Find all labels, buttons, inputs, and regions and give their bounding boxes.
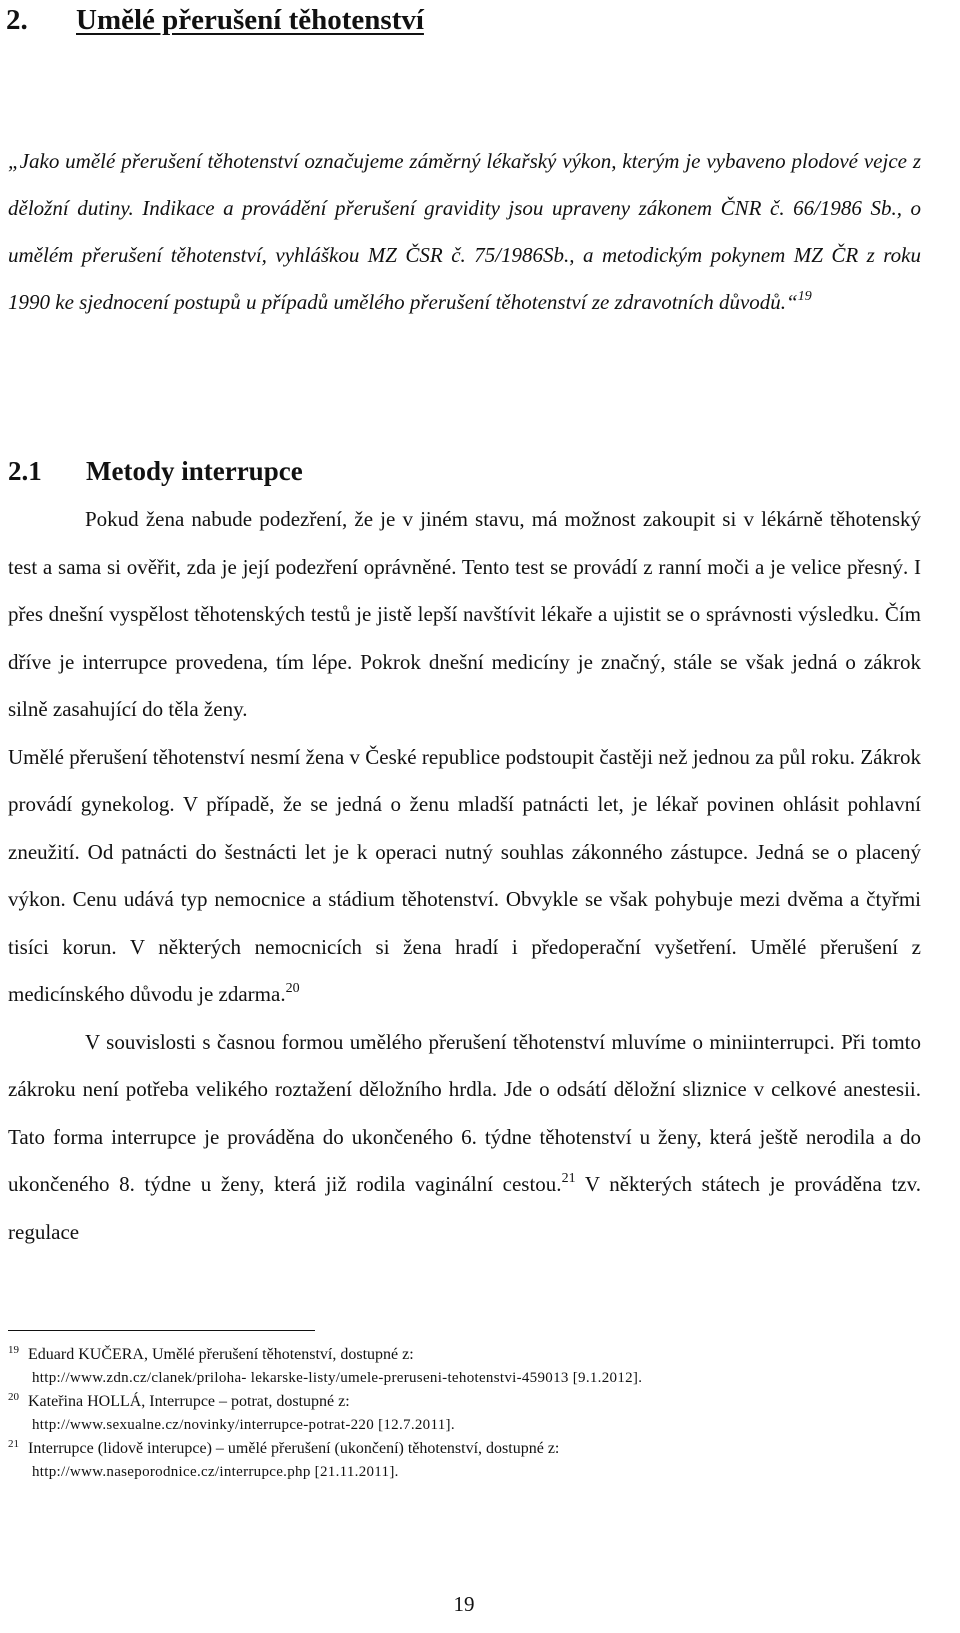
paragraph-3-text-a: V souvislosti s časnou formou umělého přerušení těhotenství mluvíme o miniinterrupci. Při tomto zákroku není potřeba velikého roztažení děložního hrdla. Jde o odsátí děložní sliznice v celkové anestesii. Tato forma interrupce je prováděna do ukončeného 6. týdne těhotenství u ženy, která ještě nerodila a do ukončeného 8. týdne u ženy, která již rodila vaginální cestou. — [8, 1029, 921, 1196]
footnote-separator — [8, 1330, 315, 1331]
quote-footnote-ref: 19 — [797, 289, 812, 304]
footnote-19 — [8, 1343, 921, 1390]
paragraph-3-footnote-ref: 21 — [561, 1171, 576, 1186]
footnote-20 — [8, 1390, 921, 1437]
paragraph-1: Pokud žena nabude podezření, že je v jiném stavu, má možnost zakoupit si v lékárně těhotenský test a sama si ověřit, zda je její podezření oprávněné. Tento test se provádí z ranní moči a je velice přesný. I přes dnešní vyspělost těhotenských testů je jistě lepší navštívit lékaře a ujistit se o správnosti výsledku. Čím dříve je interrupce provedena, tím lépe. Pokrok dnešní medicíny je značný, stále se však jedná o zákrok silně zasahující do těla ženy. — [8, 507, 921, 721]
footnotes — [8, 1343, 921, 1484]
paragraph-2 — [8, 734, 921, 1019]
chapter-number: 2. — [6, 4, 28, 36]
section-number: 2.1 — [8, 456, 42, 486]
paragraph-3 — [8, 1019, 921, 1257]
footnote-link[interactable]: http://www.zdn.cz/clanek/priloha- lekarske-listy/umele-preruseni-tehotenstvi-459013 [9.1.2012]. — [32, 1369, 643, 1386]
footnote-text: Eduard KUČERA, Umělé přerušení těhotenství, dostupné z: — [28, 1346, 414, 1363]
footnote-21 — [8, 1437, 921, 1484]
paragraph-2-text: Umělé přerušení těhotenství nesmí žena v České republice podstoupit častěji než jednou za půl roku. Zákrok provádí gynekolog. V případě, že se jedná o ženu mladší patnácti let, je lékař povinen ohlásit pohlavní zneužití. Od patnácti do šestnácti let je k operaci nutný souhlas zákonného zástupce. Jedná se o placený výkon. Cenu udává typ nemocnice a stádium těhotenství. Obvykle se však pohybuje mezi dvěma a čtyřmi tisíci korun. V některých nemocnicích si žena hradí i předoperační vyšetření. Umělé přerušení z medicínského důvodu je zdarma. — [8, 744, 921, 1006]
footnote-link[interactable]: http://www.sexualne.cz/novinky/interrupce-potrat-220 [12.7.2011]. — [32, 1416, 455, 1433]
footnote-link[interactable]: http://www.naseporodnice.cz/interrupce.php [21.11.2011]. — [32, 1463, 399, 1480]
section-title: Metody interrupce — [86, 456, 303, 486]
footnote-text: Interrupce (lidově interupce) – umělé přerušení (ukončení) těhotenství, dostupné z: — [28, 1440, 560, 1457]
chapter-title: Umělé přerušení těhotenství — [76, 4, 424, 36]
quote-text: „Jako umělé přerušení těhotenství označujeme záměrný lékařský výkon, kterým je vybaveno plodové vejce z děložní dutiny. Indikace a provádění přerušení gravidity jsou upraveny zákonem ČNR č. 66/1986 Sb., o umělém přerušení těhotenství, vyhláškou MZ ČSR č. 75/1986Sb., a metodickým pokynem MZ ČR z roku 1990 ke sjednocení postupů u případů umělého přerušení těhotenství ze zdravotních důvodů.“ — [8, 149, 921, 314]
footnote-mark: 19 — [8, 1344, 19, 1356]
paragraph-2-footnote-ref: 20 — [285, 981, 300, 996]
page-number: 19 — [453, 1592, 475, 1616]
footnote-text: Kateřina HOLLÁ, Interrupce – potrat, dostupné z: — [28, 1393, 350, 1410]
section-heading — [8, 451, 303, 491]
footnote-mark: 20 — [8, 1391, 19, 1403]
body-text — [8, 496, 921, 1256]
chapter-heading — [6, 2, 424, 38]
footnote-mark: 21 — [8, 1438, 19, 1450]
paragraph-3-text-b: V některých státech je prováděna tzv. regulace — [8, 1172, 921, 1244]
quote-block — [8, 138, 921, 326]
